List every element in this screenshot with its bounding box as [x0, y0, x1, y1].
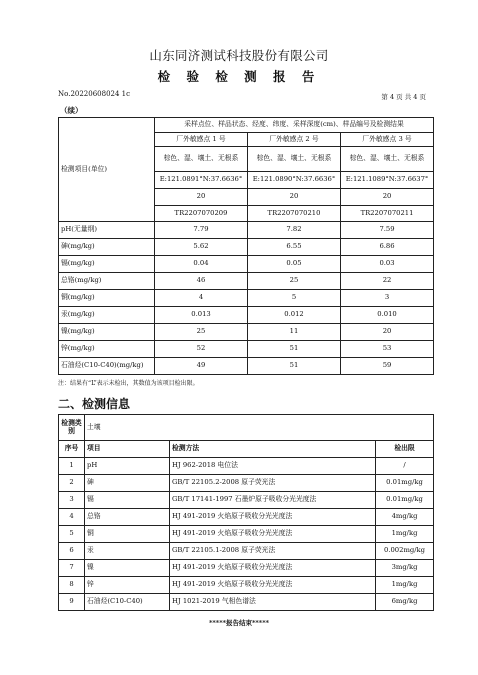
coordinates: E:121.0890°N:37.6636° — [248, 172, 341, 189]
result-value: 11 — [248, 324, 341, 341]
row-number: 6 — [59, 543, 85, 560]
result-value: 7.82 — [248, 222, 341, 239]
row-method: HJ 1021-2019 气相色谱法 — [170, 594, 376, 611]
result-value: 51 — [248, 341, 341, 358]
row-number: 7 — [59, 560, 85, 577]
result-value: 53 — [341, 341, 434, 358]
row-method: GB/T 17141-1997 石墨炉原子吸收分光光度法 — [170, 492, 376, 509]
row-method: HJ 491-2019 火焰原子吸收分光光度法 — [170, 577, 376, 594]
row-limit: 4mg/kg — [376, 509, 434, 526]
table-row — [59, 324, 434, 341]
result-value: 51 — [248, 358, 341, 375]
result-item: 汞(mg/kg) — [59, 307, 155, 324]
result-value: 6.55 — [248, 239, 341, 256]
table-row — [59, 509, 434, 526]
row-item: 总铬 — [85, 509, 170, 526]
row-number: 4 — [59, 509, 85, 526]
result-item: 锌(mg/kg) — [59, 341, 155, 358]
report-title: 检 验 检 测 报 告 — [157, 69, 321, 84]
result-value: 25 — [155, 324, 248, 341]
item-header: 检测项目(单位) — [59, 118, 155, 222]
row-method: GB/T 22105.1-2008 原子荧光法 — [170, 543, 376, 560]
result-value: 0.010 — [341, 307, 434, 324]
result-item: 石油烃(C10-C40)(mg/kg) — [59, 358, 155, 375]
report-number: No.20220608024 1c — [58, 90, 131, 98]
row-item: 砷 — [85, 475, 170, 492]
continued-label: （续） — [60, 106, 83, 115]
sample-state: 棕色、湿、壤土、无根系 — [248, 147, 341, 172]
table-note: 注：结果有“L”表示未检出，其数值为该项目检出限。 — [58, 380, 199, 387]
sample-state: 棕色、湿、壤土、无根系 — [341, 147, 434, 172]
result-item: 总铬(mg/kg) — [59, 273, 155, 290]
table-row — [59, 290, 434, 307]
row-item: 镍 — [85, 560, 170, 577]
col-header-method: 检测方法 — [170, 441, 376, 458]
result-value: 0.03 — [341, 256, 434, 273]
sample-number: TR2207070211 — [341, 206, 434, 222]
result-value: 52 — [155, 341, 248, 358]
result-value: 7.79 — [155, 222, 248, 239]
col-header-no: 序号 — [59, 441, 85, 458]
test-info-table — [58, 414, 434, 611]
point-name: 厂外敏感点 3 号 — [341, 133, 434, 147]
table-row — [59, 222, 434, 239]
coordinates: E:121.0891°N:37.6636° — [155, 172, 248, 189]
sample-number: TR2207070210 — [248, 206, 341, 222]
sampling-depth: 20 — [341, 189, 434, 206]
result-item: 铜(mg/kg) — [59, 290, 155, 307]
table-row — [59, 341, 434, 358]
row-number: 1 — [59, 458, 85, 475]
result-value: 3 — [341, 290, 434, 307]
row-method: GB/T 22105.2-2008 原子荧光法 — [170, 475, 376, 492]
result-value: 49 — [155, 358, 248, 375]
row-limit: 0.01mg/kg — [376, 475, 434, 492]
row-limit: 1mg/kg — [376, 577, 434, 594]
table-row — [59, 358, 434, 375]
row-number: 2 — [59, 475, 85, 492]
category-value: 土壤 — [85, 415, 434, 441]
row-limit: 3mg/kg — [376, 560, 434, 577]
row-item: 锌 — [85, 577, 170, 594]
result-value: 0.05 — [248, 256, 341, 273]
row-method: HJ 962-2018 电位法 — [170, 458, 376, 475]
sampling-depth: 20 — [248, 189, 341, 206]
result-value: 20 — [341, 324, 434, 341]
row-item: 镉 — [85, 492, 170, 509]
page-info: 第 4 页 共 4 页 — [381, 93, 426, 101]
row-method: HJ 491-2019 火焰原子吸收分光光度法 — [170, 509, 376, 526]
row-number: 8 — [59, 577, 85, 594]
sample-state: 棕色、湿、壤土、无根系 — [155, 147, 248, 172]
table-row — [59, 577, 434, 594]
result-item: 镍(mg/kg) — [59, 324, 155, 341]
table-row — [59, 475, 434, 492]
sample-number: TR2207070209 — [155, 206, 248, 222]
result-value: 0.012 — [248, 307, 341, 324]
table-row — [59, 458, 434, 475]
result-item: pH(无量纲) — [59, 222, 155, 239]
info-header: 采样点位、样品状态、经度、纬度、采样深度(cm)、样品编号及检测结果 — [155, 118, 434, 133]
result-value: 5.62 — [155, 239, 248, 256]
row-number: 5 — [59, 526, 85, 543]
table-row — [59, 239, 434, 256]
result-value: 25 — [248, 273, 341, 290]
result-value: 7.59 — [341, 222, 434, 239]
table-row — [59, 307, 434, 324]
result-value: 4 — [155, 290, 248, 307]
result-item: 镉(mg/kg) — [59, 256, 155, 273]
result-item: 砷(mg/kg) — [59, 239, 155, 256]
col-header-limit: 检出限 — [376, 441, 434, 458]
result-value: 0.013 — [155, 307, 248, 324]
result-value: 5 — [248, 290, 341, 307]
row-item: 铜 — [85, 526, 170, 543]
row-limit: / — [376, 458, 434, 475]
table-row — [59, 526, 434, 543]
result-value: 6.86 — [341, 239, 434, 256]
point-name: 厂外敏感点 1 号 — [155, 133, 248, 147]
table-row — [59, 543, 434, 560]
row-method: HJ 491-2019 火焰原子吸收分光光度法 — [170, 526, 376, 543]
result-value: 0.04 — [155, 256, 248, 273]
col-header-item: 项目 — [85, 441, 170, 458]
row-limit: 0.01mg/kg — [376, 492, 434, 509]
row-item: 汞 — [85, 543, 170, 560]
point-name: 厂外敏感点 2 号 — [248, 133, 341, 147]
coordinates: E:121.1089°N:37.6637° — [341, 172, 434, 189]
row-limit: 1mg/kg — [376, 526, 434, 543]
table-row — [59, 560, 434, 577]
row-limit: 0.002mg/kg — [376, 543, 434, 560]
result-value: 22 — [341, 273, 434, 290]
table-row — [59, 492, 434, 509]
table-row — [59, 594, 434, 611]
section-heading: 二、检测信息 — [58, 397, 131, 411]
company-name: 山东同济测试科技股份有限公司 — [149, 48, 329, 63]
row-item: 石油烃(C10-C40) — [85, 594, 170, 611]
row-limit: 6mg/kg — [376, 594, 434, 611]
table-row — [59, 273, 434, 290]
report-end-marker: *****报告结束***** — [209, 619, 269, 627]
table-row — [59, 256, 434, 273]
results-table — [58, 117, 434, 375]
result-value: 46 — [155, 273, 248, 290]
row-item: pH — [85, 458, 170, 475]
row-number: 3 — [59, 492, 85, 509]
result-value: 59 — [341, 358, 434, 375]
category-label: 检测类别 — [59, 415, 85, 441]
row-method: HJ 491-2019 火焰原子吸收分光光度法 — [170, 560, 376, 577]
row-number: 9 — [59, 594, 85, 611]
sampling-depth: 20 — [155, 189, 248, 206]
